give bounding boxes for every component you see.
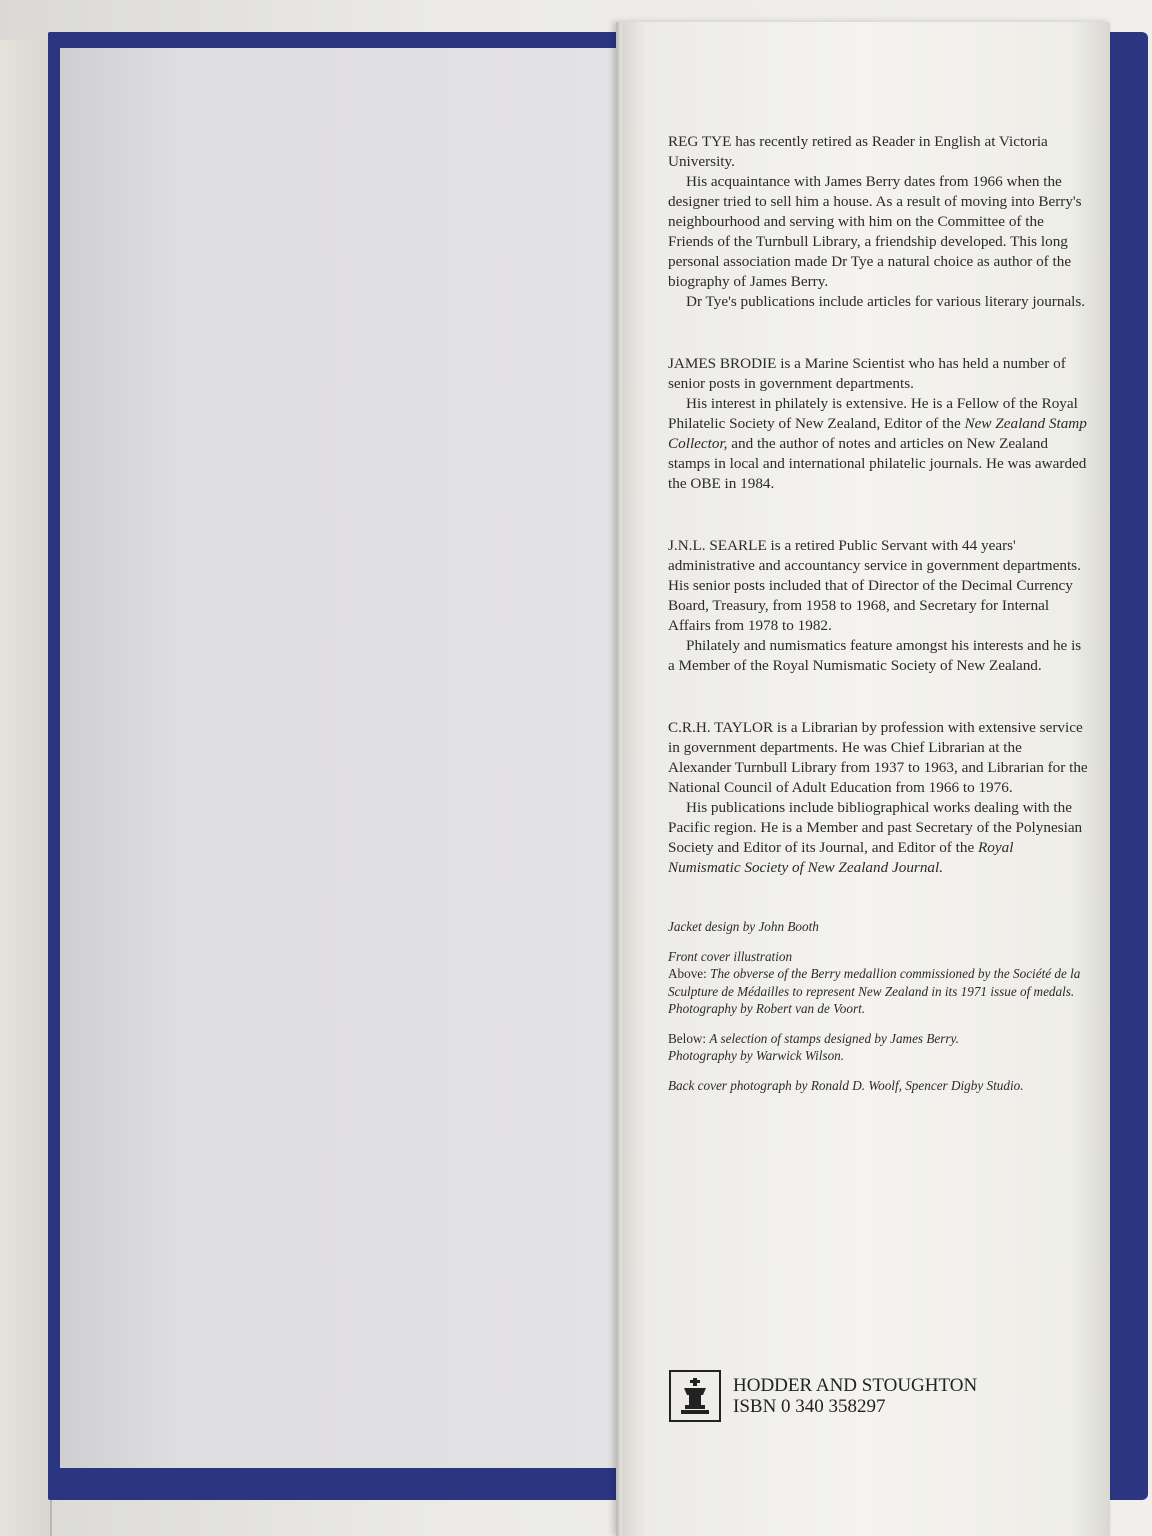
back-cover-credit: Back cover photograph by Ronald D. Woolf, Spencer Digby Studio. [668,1077,1024,1093]
credits [668,918,1088,1094]
bio-paragraph: REG TYE has recently retired as Reader in English at Victoria University. [668,133,1048,170]
publisher-block [669,1370,977,1422]
isbn: ISBN 0 340 358297 [733,1396,886,1417]
chess-king-icon [669,1370,721,1422]
left-page-edge [0,40,52,1536]
below-label: Below: [668,1030,710,1046]
flap-fold [616,22,622,1536]
bio-text: and the author of notes and articles on New Zealand stamps in local and international philatelic journals. He was awarded the OBE in 1984. [668,435,1087,492]
bio-james-brodie [668,354,1088,494]
flap-text [668,132,1088,1106]
bio-jnl-searle [668,536,1088,676]
above-text: The obverse of the Berry medallion commissioned by the Société de la Sculpture de Médailles to represent New Zealand in its 1971 issue of medals. [668,966,1081,999]
bio-paragraph: His acquaintance with James Berry dates from 1966 when the designer tried to sell him a house. As a result of moving into Berry's neighbourhood and serving with him on the Committee of the Friends of the Turnbull Library, a friendship developed. This long personal association made Dr Tye a natural choice as author of the biography of James Berry. [668,173,1082,290]
below-caption [668,1030,1088,1048]
publisher-name: HODDER AND STOUGHTON [733,1375,978,1396]
publisher-text [733,1375,977,1417]
bio-crh-taylor [668,718,1088,878]
bio-paragraph: J.N.L. SEARLE is a retired Public Servant with 44 years' administrative and accountancy service in government departments. His senior posts included that of Director of the Decimal Currency Board, Treasury, from 1958 to 1968, and Secretary for Internal Affairs from 1978 to 1982. [668,537,1081,634]
bio-paragraph [668,394,1088,494]
bio-paragraph: Philately and numismatics feature amongst his interests and he is a Member of the Royal Numismatic Society of New Zealand. [668,637,1082,674]
above-label: Above: [668,966,711,981]
front-cover-heading: Front cover illustration [668,948,793,964]
bio-paragraph: Dr Tye's publications include articles for various literary journals. [686,293,1086,310]
below-text: A selection of stamps designed by James Berry. [709,1030,959,1046]
bio-paragraph: JAMES BRODIE is a Marine Scientist who has held a number of senior posts in government departments. [668,355,1066,392]
bio-paragraph: C.R.H. TAYLOR is a Librarian by profession with extensive service in government departments. He was Chief Librarian at the Alexander Turnbull Library from 1937 to 1963, and Librarian for the National Council of Adult Education from 1966 to 1976. [668,719,1088,796]
bio-text: His publications include bibliographical works dealing with the Pacific region. He is a Member and past Secretary of the Polynesian Society and Editor of its Journal, and Editor of the [668,799,1083,856]
bio-reg-tye [668,132,1088,312]
bio-publication-title: New Zealand Stamp Collector, [668,415,1087,452]
bio-text: His interest in philately is extensive. He is a Fellow of the Royal Philatelic Society of New Zealand, Editor of the [668,395,1078,432]
endpaper [60,48,660,1468]
chess-king-icon [678,1377,712,1415]
below-photo-credit: Photography by Warwick Wilson. [668,1048,845,1063]
bio-paragraph [668,798,1088,878]
above-caption [668,965,1088,1000]
jacket-credit: Jacket design by John Booth [668,919,819,934]
bio-publication-title: Royal Numismatic Society of New Zealand Journal. [668,839,1014,876]
above-photo-credit: Photography by Robert van de Voort. [668,1001,866,1016]
